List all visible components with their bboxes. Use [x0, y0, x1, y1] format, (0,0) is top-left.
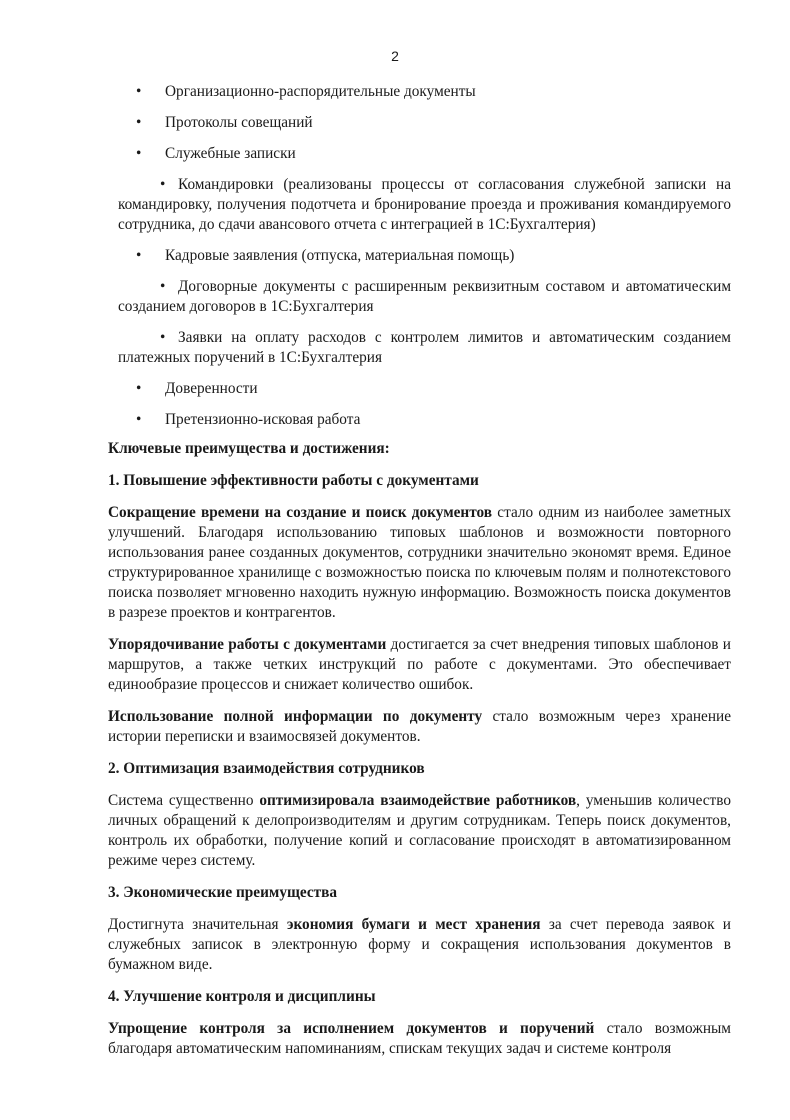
document-types-list	[108, 82, 731, 430]
section-1-paragraph-1	[108, 503, 731, 623]
list-item	[108, 175, 731, 235]
list-item: • Доверенности	[108, 379, 731, 399]
list-item-text: Заявки на оплату расходов с контролем лимитов и автоматическим созданием платежных поручений в 1С:Бухгалтерия	[118, 329, 731, 366]
paragraph-text: , уменьшив количество личных обращений к делопроизводителям и другим сотрудникам. Теперь поиск документов, контроль их обработки, получение копий и согласование происходят в автоматизированном режиме через систему.	[108, 792, 731, 869]
paragraph-lead: Упрощение контроля за исполнением документов и поручений	[108, 1020, 595, 1037]
section-1-paragraph-2	[108, 635, 731, 695]
bullet-icon: •	[160, 176, 166, 193]
list-item	[108, 277, 731, 317]
paragraph-text: за счет перевода заявок и служебных записок в электронную форму и сокращения использования документов в бумажном виде.	[108, 916, 731, 973]
paragraph-text: Достигнута значительная	[108, 916, 287, 933]
list-item-text: Договорные документы с расширенным реквизитным составом и автоматическим созданием договоров в 1С:Бухгалтерия	[118, 278, 731, 315]
paragraph-lead: Сокращение времени на создание и поиск документов	[108, 504, 493, 521]
bullet-icon: •	[160, 278, 166, 295]
paragraph-lead: экономия бумаги и мест хранения	[286, 916, 541, 933]
section-2-paragraph-1	[108, 791, 731, 871]
section-3-paragraph-1	[108, 915, 731, 975]
paragraph-lead: оптимизировала взаимодействие работников	[259, 792, 577, 809]
bullet-icon: •	[160, 329, 166, 346]
section-1-heading: 1. Повышение эффективности работы с документами	[108, 472, 479, 489]
paragraph-text: достигается за счет внедрения типовых шаблонов и маршрутов, а также четких инструкций по работе с документами. Это обеспечивает единообразие процессов и снижает количество ошибок.	[108, 636, 731, 693]
list-item: • Организационно-распорядительные документы	[108, 82, 731, 102]
section-4-heading: 4. Улучшение контроля и дисциплины	[108, 988, 376, 1005]
page-number: 2	[391, 48, 399, 64]
paragraph-text: стало одним из наиболее заметных улучшений. Благодаря использованию типовых шаблонов и возможности повторного использования ранее созданных документов, сотрудники значительно экономят время. Единое структурированное хранилище с возможностью поиска по ключевым полям и полнотекстового поиска позволяет мгновенно находить нужную информацию. Возможность поиска документов в разрезе проектов и контрагентов.	[108, 504, 731, 621]
paragraph-text: Система существенно	[108, 792, 260, 809]
key-advantages-heading: Ключевые преимущества и достижения:	[108, 440, 390, 457]
document-body	[108, 82, 731, 1071]
paragraph-text: стало возможным через хранение истории переписки и взаимосвязей документов.	[108, 708, 731, 745]
list-item: • Служебные записки	[108, 144, 731, 164]
paragraph-lead: Использование полной информации по документу	[108, 708, 483, 725]
list-item: • Кадровые заявления (отпуска, материальная помощь)	[108, 246, 731, 266]
paragraph-lead: Упорядочивание работы с документами	[108, 636, 387, 653]
section-4-paragraph-1	[108, 1019, 731, 1059]
paragraph-text: стало возможным благодаря автоматическим напоминаниям, спискам текущих задач и системе контроля	[108, 1020, 731, 1057]
list-item	[108, 328, 731, 368]
list-item-text: Командировки (реализованы процессы от согласования служебной записки на командировку, получения подотчета и бронирование проезда и проживания командируемого сотрудника, до сдачи авансового отчета с интеграцией в 1С:Бухгалтерия)	[118, 176, 731, 233]
list-item: • Претензионно-исковая работа	[108, 410, 731, 430]
section-3-heading: 3. Экономические преимущества	[108, 884, 338, 901]
list-item: • Протоколы совещаний	[108, 113, 731, 133]
section-1-paragraph-3	[108, 707, 731, 747]
section-2-heading: 2. Оптимизация взаимодействия сотрудников	[108, 760, 425, 777]
